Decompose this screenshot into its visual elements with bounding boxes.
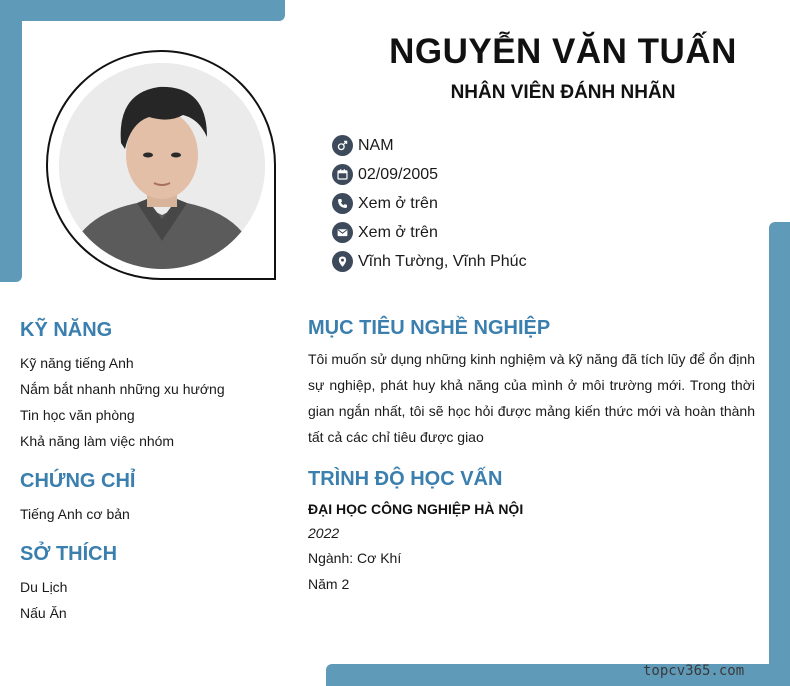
skills-list (20, 350, 225, 454)
objective-text: Tôi muốn sử dụng những kinh nghiệm và kỹ năng đã tích lũy để ổn định sự nghiệp, phát huy khả năng của mình ở môi trường mới. Trong thời gian ngắn nhất, tôi sẽ học hỏi được mảng kiến thức mới và hoàn thành tất cả các chỉ tiêu được giao (308, 351, 755, 445)
skill-item: Kỹ năng tiếng Anh (20, 355, 134, 371)
contact-email (332, 218, 527, 247)
hobby-item: Du Lịch (20, 579, 68, 595)
candidate-name: NGUYỄN VĂN TUẤN (389, 32, 737, 71)
certificates-title: CHỨNG CHỈ (20, 470, 136, 492)
birthday-value: 02/09/2005 (358, 165, 439, 183)
hobbies-list (20, 574, 67, 626)
job-position: NHÂN VIÊN ĐÁNH NHÃN (450, 82, 676, 103)
profile-photo (59, 63, 265, 269)
location-icon (332, 251, 353, 272)
watermark: topcv365.com (643, 663, 745, 679)
gender-value: NAM (358, 136, 394, 154)
certificate-item: Tiếng Anh cơ bản (20, 506, 130, 522)
education-level: Năm 2 (308, 576, 350, 592)
education-major: Ngành: Cơ Khí (308, 550, 402, 566)
skill-item: Nắm bắt nhanh những xu hướng (20, 381, 225, 397)
contact-gender (332, 131, 527, 160)
contact-address (332, 247, 527, 276)
gender-icon (332, 135, 353, 156)
education-school: ĐẠI HỌC CÔNG NGHIỆP HÀ NỘI (308, 501, 524, 517)
phone-value: Xem ở trên (358, 194, 438, 212)
skill-item: Khả năng làm việc nhóm (20, 433, 175, 449)
decor-bar-top (0, 0, 285, 21)
education-year: 2022 (308, 525, 340, 541)
skills-title: KỸ NĂNG (20, 319, 113, 341)
phone-icon (332, 193, 353, 214)
education-title: TRÌNH ĐỘ HỌC VẤN (308, 468, 503, 490)
certificates-list (20, 501, 130, 527)
email-icon (332, 222, 353, 243)
profile-photo-frame (46, 50, 276, 280)
decor-bar-left (0, 0, 22, 282)
hobbies-title: SỞ THÍCH (20, 543, 118, 565)
decor-bar-right (769, 222, 790, 686)
objective-title: MỤC TIÊU NGHỀ NGHIỆP (308, 317, 551, 339)
calendar-icon (332, 164, 353, 185)
address-value: Vĩnh Tường, Vĩnh Phúc (358, 252, 527, 270)
contact-birthday (332, 160, 527, 189)
contact-phone (332, 189, 527, 218)
hobby-item: Nấu Ăn (20, 605, 67, 621)
contact-info (332, 131, 527, 276)
skill-item: Tin học văn phòng (20, 407, 135, 423)
email-value: Xem ở trên (358, 223, 438, 241)
